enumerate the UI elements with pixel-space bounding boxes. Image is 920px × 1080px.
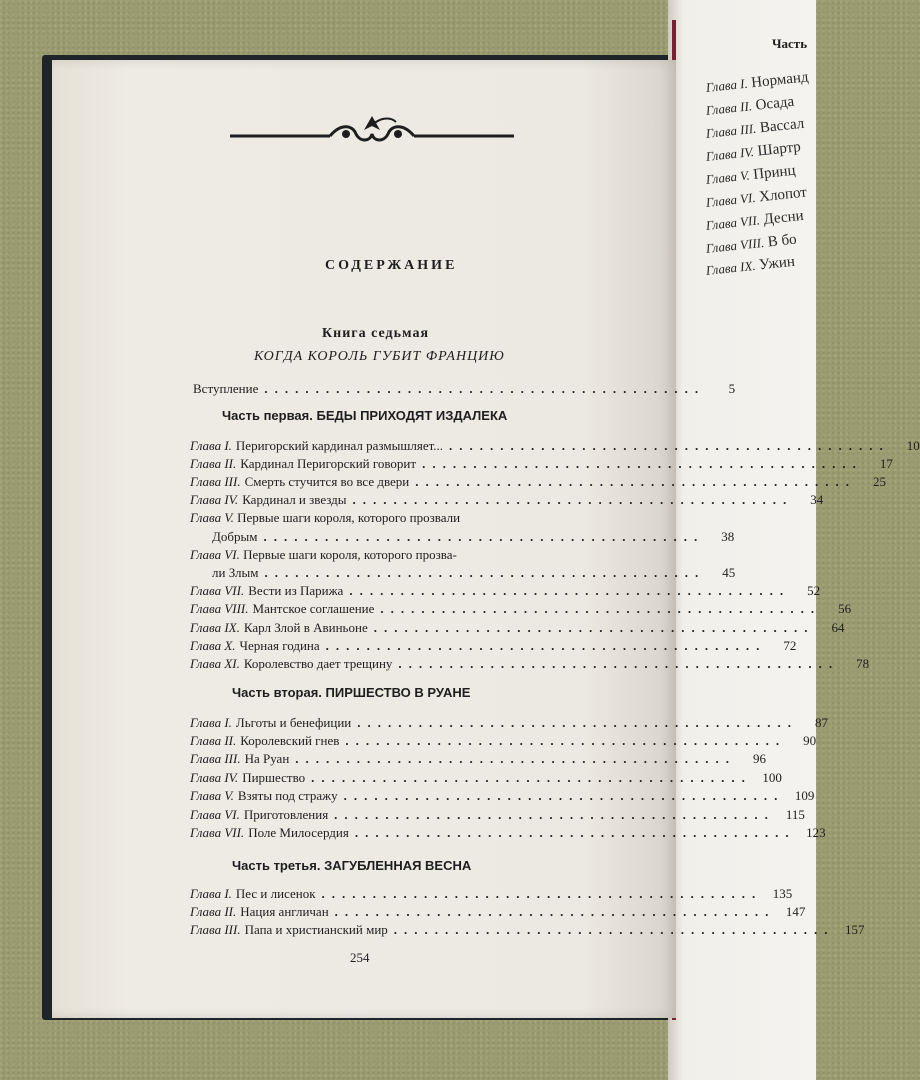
toc-entry <box>190 903 806 920</box>
chapter-title: Кардинал и звезды <box>242 492 347 507</box>
chapter-label: Глава VIII. <box>705 234 765 256</box>
chapter-title: Королевство дает трещину <box>243 656 393 671</box>
chapter-title: Королевский гнев <box>240 733 340 748</box>
chapter-title: Кардинал Перигорский говорит <box>240 456 417 471</box>
dot-leader: ........................................... <box>325 638 767 653</box>
toc-entry <box>190 655 870 672</box>
toc-entry <box>190 455 893 472</box>
chapter-label: Глава IV. <box>190 770 239 785</box>
chapter-page: 96 <box>753 751 767 766</box>
toc-entry <box>190 714 828 731</box>
chapter-label: Глава III. <box>190 751 241 766</box>
chapter-title: Вести из Парижа <box>248 583 344 598</box>
dot-leader: ........................................... <box>357 715 798 730</box>
book-label: Книга седьмая <box>322 326 430 341</box>
chapter-label: Глава I. <box>190 438 232 453</box>
toc-entry-continuation <box>212 564 736 581</box>
dot-leader: ........................................... <box>352 492 794 507</box>
toc-entry <box>190 787 815 804</box>
part-name: ЗАГУБЛЕННАЯ ВЕСНА <box>324 858 472 873</box>
chapter-page: 147 <box>785 904 806 919</box>
chapter-title: Десни <box>762 207 805 228</box>
toc-entry <box>190 732 817 749</box>
chapter-title: Перигорский кардинал размышляет... <box>235 438 444 453</box>
chapter-page: 52 <box>807 583 821 598</box>
dot-leader: ........................................... <box>264 565 706 580</box>
chapter-page: 100 <box>762 770 782 785</box>
part-label: Часть третья. <box>232 858 321 873</box>
chapter-title: Взяты под стражу <box>237 788 338 803</box>
chapter-page: 157 <box>845 922 865 937</box>
chapter-title: Папа и христианский мир <box>244 922 388 937</box>
chapter-label: Глава III. <box>190 474 241 489</box>
chapter-title: Льготы и бенефиции <box>235 715 352 730</box>
dot-leader: ........................................... <box>311 770 752 785</box>
part-heading <box>222 408 507 423</box>
chapter-title: Принц <box>752 162 797 183</box>
toc-entry <box>190 921 865 938</box>
chapter-label: Глава I. <box>705 75 749 95</box>
toc-entry-first-line <box>190 546 457 563</box>
chapter-label: Глава VII. <box>190 825 245 840</box>
entry-title: Вступление <box>193 381 259 396</box>
dot-leader: ........................................... <box>354 825 796 840</box>
chapter-label: Глава VII. <box>705 212 761 233</box>
dot-leader: ........................................... <box>373 620 815 635</box>
chapter-label: Глава VII. <box>190 583 245 598</box>
part-heading <box>232 858 471 873</box>
chapter-title: Смерть стучится во все двери <box>244 474 410 489</box>
chapter-title: Ужин <box>758 253 796 274</box>
chapter-title: Карл Злой в Авиньоне <box>243 620 368 635</box>
chapter-page: 56 <box>838 601 852 616</box>
chapter-page: 123 <box>806 825 826 840</box>
chapter-page: 78 <box>856 656 870 671</box>
part-heading <box>232 685 470 700</box>
toc-entry <box>190 491 824 508</box>
dot-leader: ........................................... <box>321 886 763 901</box>
chapter-title: Мантское соглашение <box>252 601 375 616</box>
chapter-title: Поле Милосердия <box>248 825 349 840</box>
chapter-title: Черная година <box>239 638 320 653</box>
chapter-page: 115 <box>785 807 805 822</box>
entry-page: 5 <box>728 381 736 396</box>
chapter-label: Глава VI. <box>190 807 240 822</box>
dot-leader: ........................................... <box>295 751 737 766</box>
dot-leader: ........................................... <box>349 583 791 598</box>
chapter-label: Глава I. <box>190 886 232 901</box>
part-label: Часть вторая. <box>232 685 322 700</box>
chapter-page: 34 <box>810 492 824 507</box>
toc-entry-continuation <box>212 528 735 545</box>
chapter-title: Первые шаги короля, которого прозва- <box>243 547 457 562</box>
chapter-label: Глава V. <box>190 788 234 803</box>
chapter-title: Шартр <box>756 139 802 160</box>
dot-leader: ........................................... <box>334 904 776 919</box>
chapter-label: Глава II. <box>190 456 237 471</box>
toc-entry <box>190 619 845 636</box>
chapter-title: Нация англичан <box>240 904 329 919</box>
chapter-label: Глава II. <box>705 98 753 118</box>
part-name: БЕДЫ ПРИХОДЯТ ИЗДАЛЕКА <box>316 408 508 423</box>
dot-leader: ........................................... <box>422 456 863 471</box>
chapter-label: Глава IX. <box>705 257 757 278</box>
chapter-label: Глава II. <box>190 904 237 919</box>
toc-entry <box>190 600 852 617</box>
dot-leader: ........................................... <box>380 601 822 616</box>
toc-entry <box>190 769 782 786</box>
dot-leader: ........................................... <box>334 807 775 822</box>
chapter-title: На Руан <box>244 751 290 766</box>
chapter-title-cont: ли Злым <box>212 565 259 580</box>
chapter-page: 45 <box>722 565 736 580</box>
part-label: Часть первая. <box>222 408 313 423</box>
toc-entry <box>190 473 887 490</box>
toc-entry-first-line <box>190 509 460 526</box>
chapter-label: Глава IV. <box>190 492 239 507</box>
chapter-page: 72 <box>783 638 797 653</box>
chapter-label: Глава XI. <box>190 656 240 671</box>
chapter-page: 135 <box>772 886 793 901</box>
dot-leader: ........................................... <box>345 733 787 748</box>
dot-leader: ........................................... <box>415 474 857 489</box>
chapter-label: Глава VI. <box>705 189 757 210</box>
right-page-heading: Часть <box>772 36 808 51</box>
chapter-page: 90 <box>803 733 817 748</box>
chapter-title: Осада <box>754 93 795 114</box>
chapter-label: Глава X. <box>190 638 236 653</box>
dot-leader: ........................................... <box>263 529 705 544</box>
dot-leader: ........................................... <box>264 381 706 396</box>
chapter-page: 64 <box>831 620 845 635</box>
chapter-page: 109 <box>794 788 815 803</box>
chapter-page: 17 <box>879 456 893 471</box>
book-title: КОГДА КОРОЛЬ ГУБИТ ФРАНЦИЮ <box>254 349 505 364</box>
part-name: ПИРШЕСТВО В РУАНЕ <box>325 685 471 700</box>
chapter-title-cont: Добрым <box>212 529 258 544</box>
chapter-page: 38 <box>721 529 735 544</box>
chapter-title: Приготовления <box>243 807 329 822</box>
chapter-page: 10 <box>906 438 920 453</box>
chapter-title: Пиршество <box>242 770 306 785</box>
page-number: 254 <box>350 950 370 965</box>
toc-entry <box>190 437 920 454</box>
chapter-label: Глава V. <box>705 167 751 187</box>
chapter-title: Норманд <box>750 69 810 92</box>
dot-leader: ........................................... <box>343 788 785 803</box>
toc-entry <box>190 637 797 654</box>
chapter-label: Глава I. <box>190 715 232 730</box>
toc-entry-intro <box>193 380 736 397</box>
chapter-label: Глава V. <box>190 510 234 525</box>
toc-entry <box>190 806 805 823</box>
chapter-label: Глава VIII. <box>190 601 249 616</box>
chapter-label: Глава II. <box>190 733 237 748</box>
dot-leader: ........................................... <box>393 922 835 937</box>
chapter-page: 25 <box>873 474 887 489</box>
toc-entry <box>190 885 793 902</box>
chapter-title: Хлопот <box>758 184 808 206</box>
chapter-title: Пес и лисенок <box>235 886 316 901</box>
dot-leader: ........................................... <box>449 438 890 453</box>
dot-leader: ........................................... <box>398 656 840 671</box>
toc-entry <box>190 582 821 599</box>
chapter-label: Глава III. <box>190 922 241 937</box>
chapter-label: Глава IV. <box>705 144 755 164</box>
ornament-divider <box>230 112 514 146</box>
toc-entry <box>190 750 767 767</box>
chapter-title: Вассал <box>759 115 806 137</box>
chapter-label: Глава IX. <box>190 620 240 635</box>
chapter-page: 87 <box>814 715 828 730</box>
toc-entry <box>190 824 826 841</box>
page-title: СОДЕРЖАНИЕ <box>325 258 458 273</box>
chapter-label: Глава VI. <box>190 547 240 562</box>
chapter-label: Глава III. <box>705 120 757 141</box>
chapter-title: Первые шаги короля, которого прозвали <box>237 510 461 525</box>
chapter-title: В бо <box>767 231 798 251</box>
